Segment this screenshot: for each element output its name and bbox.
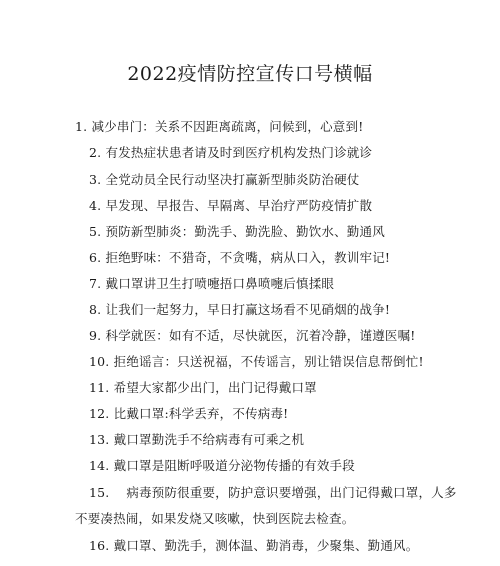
slogan-line-13: 13. 戴口罩勤洗手不给病毒有可乘之机 [89, 432, 305, 447]
slogan-line-9: 9. 科学就医：如有不适，尽快就医，沉着冷静，谨遵医嘱! [89, 328, 416, 343]
slogan-line-8: 8. 让我们一起努力，早日打赢这场看不见硝烟的战争! [89, 302, 391, 317]
slogan-line-3: 3. 全党动员全民行动坚决打赢新型肺炎防治硬仗 [89, 172, 360, 187]
slogan-line-4: 4. 早发现、早报告、早隔离、早治疗严防疫情扩散 [89, 198, 373, 213]
slogan-line-16: 16. 戴口罩、勤洗手，测体温、勤消毒，少聚集、勤通风。 [89, 538, 419, 553]
document-title: 2022疫情防控宣传口号横幅 [127, 63, 373, 85]
slogan-line-6: 6. 拒绝野味：不猎奇，不贪嘴，病从口入，教训牢记! [89, 250, 391, 265]
slogan-line-7: 7. 戴口罩讲卫生打喷嚏捂口鼻喷嚏后慎揉眼 [89, 276, 335, 291]
slogan-line-2: 2. 有发热症状患者请及时到医疗机构发热门诊就诊 [89, 145, 373, 160]
slogan-line-15: 15. 病毒预防很重要，防护意识要增强，出门记得戴口罩，人多 [89, 485, 457, 500]
slogan-line-15-continued: 不要凑热闹，如果发烧又咳嗽，快到医院去检查。 [75, 511, 355, 526]
slogan-line-10: 10. 拒绝谣言：只送祝福，不传谣言，别让错误信息帮倒忙! [89, 354, 424, 369]
slogan-line-5: 5. 预防新型肺炎：勤洗手、勤洗脸、勤饮水、勤通风 [89, 224, 385, 239]
slogan-line-1: 1. 减少串门：关系不因距离疏离，问候到，心意到! [75, 119, 364, 134]
slogan-line-11: 11. 希望大家都少出门，出门记得戴口罩 [89, 380, 317, 395]
slogan-line-14: 14. 戴口罩是阻断呼吸道分泌物传播的有效手段 [89, 458, 355, 473]
slogan-line-12: 12. 比戴口罩:科学丢弃，不传病毒! [89, 406, 289, 421]
